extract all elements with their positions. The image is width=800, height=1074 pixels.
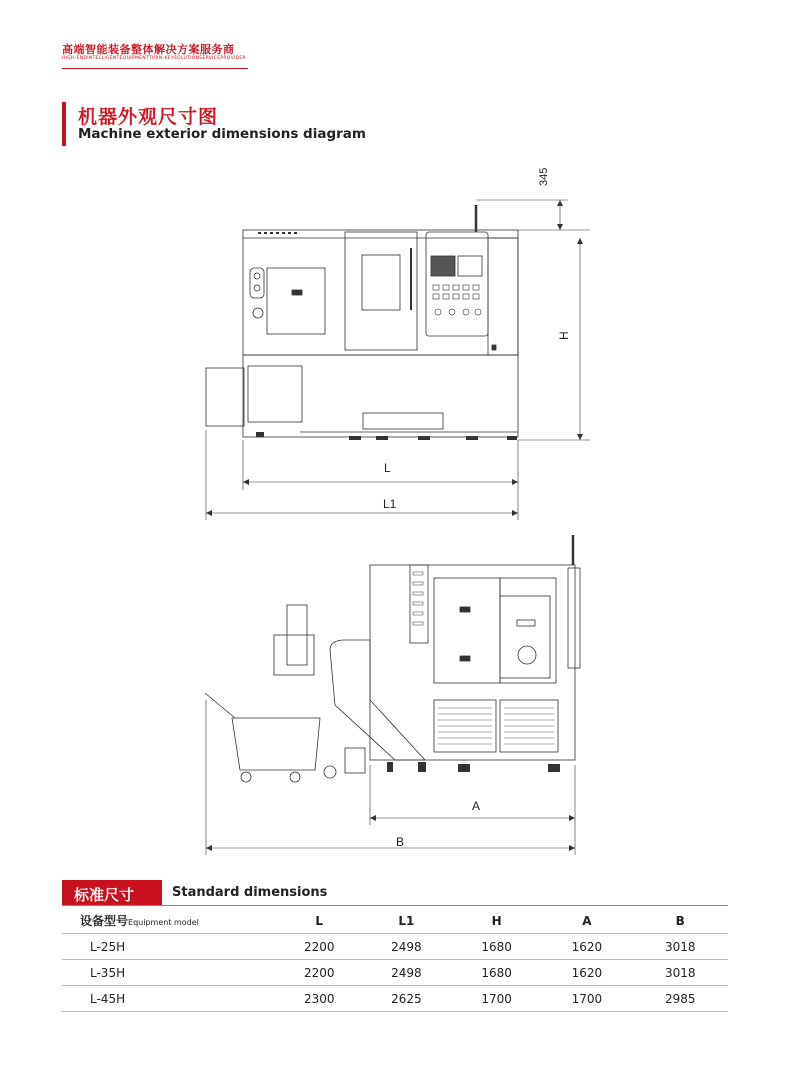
- header-col-a: A: [541, 908, 632, 934]
- cell-l: 2300: [278, 986, 361, 1012]
- row-model: L-25H: [62, 934, 278, 960]
- header-model-en: Equipment model: [128, 918, 199, 927]
- cell-l1: 2498: [361, 934, 452, 960]
- header-col-l: L: [278, 908, 361, 934]
- cell-b: 2985: [633, 986, 728, 1012]
- cell-a: 1620: [541, 934, 632, 960]
- cell-a: 1700: [541, 986, 632, 1012]
- table-row: [62, 934, 728, 960]
- cell-h: 1700: [452, 986, 541, 1012]
- cell-a: 1620: [541, 960, 632, 986]
- cell-h: 1680: [452, 960, 541, 986]
- side-view: [205, 535, 580, 855]
- standard-title-en: Standard dimensions: [172, 885, 328, 900]
- cell-l1: 2625: [361, 986, 452, 1012]
- row-model: L-45H: [62, 986, 278, 1012]
- brand-slogan-cn: 高端智能装备整体解决方案服务商: [62, 43, 235, 56]
- dim-345-label: 345: [538, 167, 550, 186]
- header-model: [62, 908, 278, 934]
- section-title-cn: 机器外观尺寸图: [78, 106, 219, 128]
- dim-b-label: B: [396, 835, 405, 849]
- table-row: [62, 960, 728, 986]
- side-cabinet: [370, 565, 575, 760]
- section-title-en: Machine exterior dimensions diagram: [78, 126, 366, 142]
- table-header-row: [62, 908, 728, 934]
- header-model-cn: 设备型号: [80, 914, 129, 928]
- cell-l: 2200: [278, 960, 361, 986]
- header-col-b: B: [633, 908, 728, 934]
- cell-l1: 2498: [361, 960, 452, 986]
- standard-title-cn: 标准尺寸: [74, 886, 135, 904]
- cell-l: 2200: [278, 934, 361, 960]
- dim-h-label: H: [557, 331, 571, 340]
- header-col-l1: L1: [361, 908, 452, 934]
- cell-b: 3018: [633, 960, 728, 986]
- dim-l1-label: L1: [383, 497, 397, 511]
- brand-slogan-en: HIGH-ENDINTELLIGENTEQUIPMENTTURN-KEYSOLUTIONSERVICEPROVIDER: [62, 56, 246, 61]
- front-base: [243, 355, 518, 437]
- dimensions-table: [62, 908, 728, 1012]
- standard-divider: [62, 905, 728, 906]
- front-view: [206, 168, 590, 520]
- table-row: [62, 986, 728, 1012]
- row-model: L-35H: [62, 960, 278, 986]
- dim-l-label: L: [384, 461, 391, 475]
- cell-b: 3018: [633, 934, 728, 960]
- dim-a-label: A: [472, 799, 481, 813]
- header-col-h: H: [452, 908, 541, 934]
- cell-h: 1680: [452, 934, 541, 960]
